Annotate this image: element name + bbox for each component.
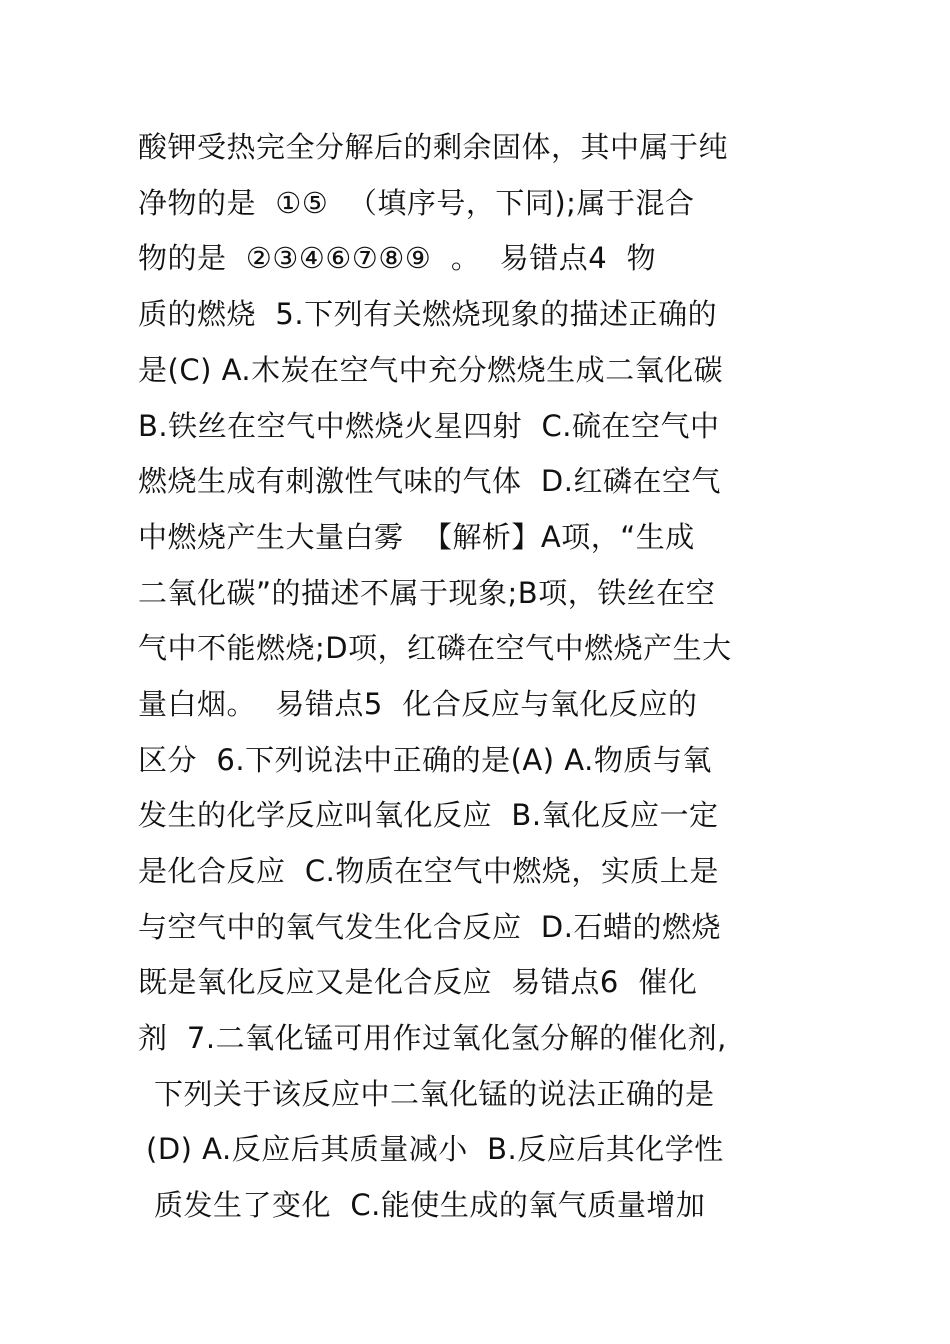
text-line: 与空气中的氧气发生化合反应 D.石蜡的燃烧 [138, 910, 721, 944]
text-line: 区分 6.下列说法中正确的是(A) A.物质与氧 [138, 743, 712, 777]
text-line: 是化合反应 C.物质在空气中燃烧，实质上是 [138, 854, 719, 888]
text-line: 净物的是 ①⑤ （填序号，下同);属于混合 [138, 186, 695, 220]
text-line: 燃烧生成有刺激性气味的气体 D.红磷在空气 [138, 464, 721, 498]
text-line: 中燃烧产生大量白雾 【解析】A项，“生成 [138, 520, 695, 554]
text-line: 质的燃烧 5.下列有关燃烧现象的描述正确的 [138, 297, 718, 331]
text-line: 下列关于该反应中二氧化锰的说法正确的是 [154, 1077, 715, 1111]
text-line: 酸钾受热完全分解后的剩余固体，其中属于纯 [138, 130, 729, 164]
text-line: 是(C) A.木炭在空气中充分燃烧生成二氧化碳 [138, 353, 724, 387]
text-line: B.铁丝在空气中燃烧火星四射 C.硫在空气中 [138, 409, 720, 443]
text-line: (D) A.反应后其质量减小 B.反应后其化学性 [146, 1132, 724, 1166]
text-line: 剂 7.二氧化锰可用作过氧化氢分解的催化剂, [138, 1021, 727, 1055]
text-line: 质发生了变化 C.能使生成的氧气质量增加 [154, 1188, 706, 1222]
text-line: 量白烟。 易错点5 化合反应与氧化反应的 [138, 687, 698, 721]
text-line: 气中不能燃烧;D项，红磷在空气中燃烧产生大 [138, 631, 732, 665]
text-line: 发生的化学反应叫氧化反应 B.氧化反应一定 [138, 798, 719, 832]
text-line: 物的是 ②③④⑥⑦⑧⑨ 。 易错点4 物 [138, 241, 657, 275]
text-line: 二氧化碳”的描述不属于现象;B项，铁丝在空 [138, 576, 716, 610]
text-line: 既是氧化反应又是化合反应 易错点6 催化 [138, 965, 698, 999]
